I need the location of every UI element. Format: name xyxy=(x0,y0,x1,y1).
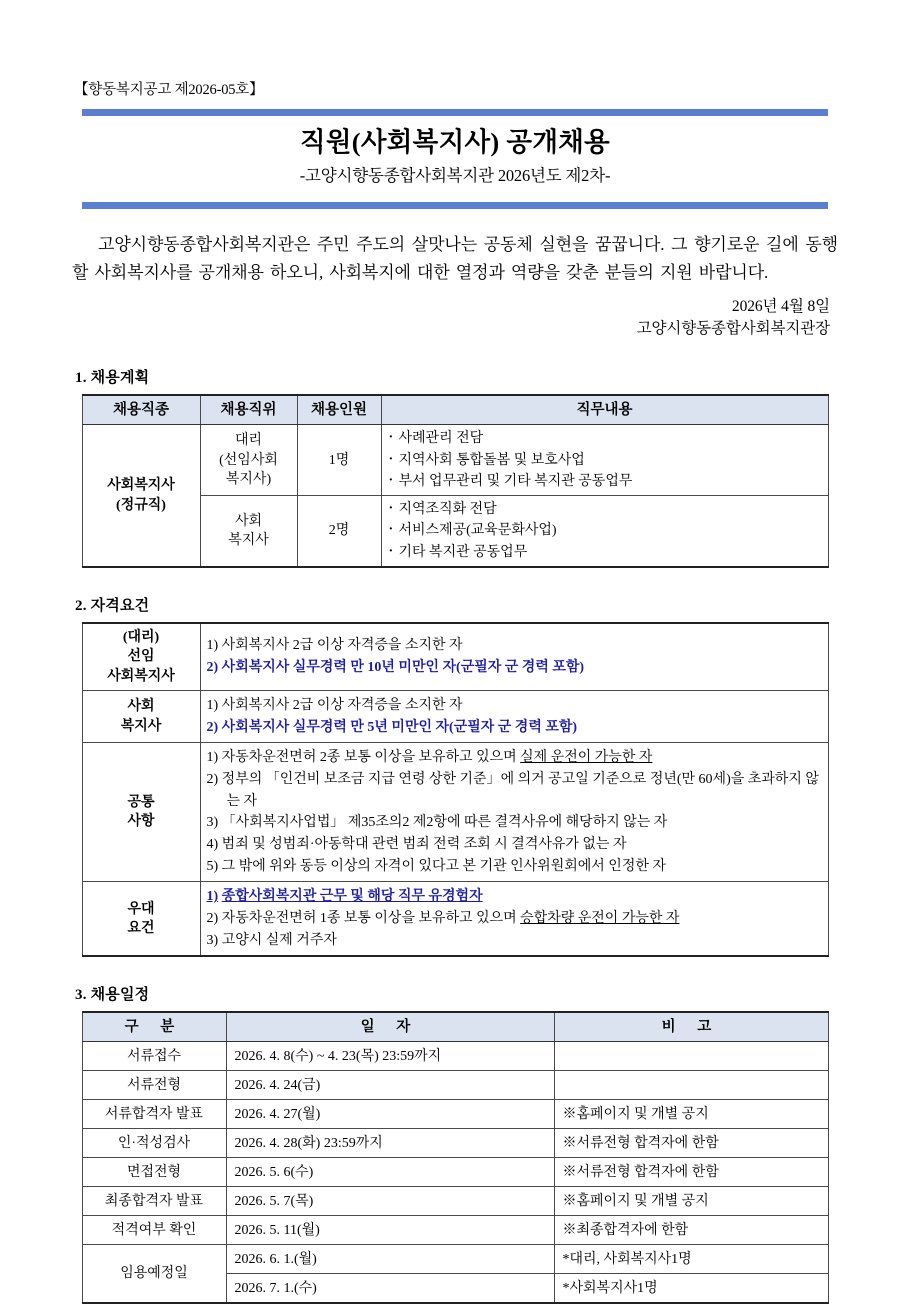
cell-duties-2 xyxy=(381,496,828,567)
table-row xyxy=(82,1042,828,1071)
cell-note: *사회복지사1명 xyxy=(554,1274,828,1304)
qual-item xyxy=(207,886,822,908)
table-row xyxy=(82,882,828,957)
cell-note: ※최종합격자에 한함 xyxy=(554,1216,828,1245)
page-title: 직원(사회복지사) 공개채용 xyxy=(299,127,611,157)
qual-item-text: 고양시 실제 거주자 xyxy=(221,932,337,948)
table-header-row xyxy=(82,1012,828,1042)
document-number: 【향동복지공고 제2026-05호】 xyxy=(74,82,264,98)
qual-item-text: 범죄 및 성범죄·아동학대 관련 범죄 전력 조회 시 결격사유가 없는 자 xyxy=(221,837,627,852)
page-subtitle: -고양시향동종합사회복지관 2026년도 제2차- xyxy=(299,166,611,186)
qual-item-num: 4) xyxy=(206,837,219,852)
qual-item xyxy=(207,717,822,739)
cell-division: 인·적성검사 xyxy=(82,1129,226,1158)
duty-item: · 부서 업무관리 및 기타 복지관 공동업무 xyxy=(387,471,823,492)
qual-item-text: 종합사회복지관 근무 및 해당 직무 유경험자 xyxy=(221,889,483,905)
col-date: 일 자 xyxy=(226,1012,554,1042)
bottom-rule-bar xyxy=(82,202,828,209)
cell-note: ※홈페이지 및 개별 공지 xyxy=(554,1100,828,1129)
qual-item xyxy=(207,908,822,930)
qual-label-line: (대리) xyxy=(122,629,160,645)
cell-note: *대리, 사회복지사1명 xyxy=(554,1245,828,1274)
duty-item: · 지역사회 통합돌봄 및 보호사업 xyxy=(387,450,823,471)
qual-item-num: 1) xyxy=(206,750,219,766)
position-line-2: (선임사회 xyxy=(219,452,278,468)
title-block xyxy=(72,116,838,202)
table-row xyxy=(82,690,828,742)
top-rule-bar xyxy=(82,109,828,116)
table-row xyxy=(82,1129,828,1158)
qual-item xyxy=(207,635,822,657)
cell-qual-label-1 xyxy=(82,690,200,742)
table-row xyxy=(82,743,828,882)
cell-division: 적격여부 확인 xyxy=(82,1216,226,1245)
cell-division: 서류합격자 발표 xyxy=(82,1100,226,1129)
cell-qual-items-2 xyxy=(200,743,828,882)
qualification-table xyxy=(82,622,829,958)
section-heading-qualification: 2. 자격요건 xyxy=(75,597,150,614)
qual-item xyxy=(207,747,822,769)
duty-item: · 기타 복지관 공동업무 xyxy=(387,542,823,563)
qual-label-line: 우대 xyxy=(127,901,155,917)
table-row xyxy=(82,1216,828,1245)
cell-note xyxy=(554,1042,828,1071)
position-line-1: 사회 xyxy=(234,513,263,529)
cell-note: ※서류전형 합격자에 한함 xyxy=(554,1129,828,1158)
section-heading-plan: 1. 채용계획 xyxy=(75,370,150,387)
qual-item xyxy=(207,856,822,878)
col-duties: 직무내용 xyxy=(381,395,828,425)
table-row xyxy=(82,425,828,496)
qual-list-0 xyxy=(207,635,822,678)
cell-position-1 xyxy=(200,425,297,496)
qual-label-line: 복지사 xyxy=(120,718,162,734)
qual-item-num: 1) xyxy=(206,697,219,713)
table-row xyxy=(82,623,828,690)
section-recruitment-plan xyxy=(72,366,838,568)
cell-date: 2026. 4. 8(수) ~ 4. 23(목) 23:59까지 xyxy=(226,1042,554,1071)
cell-headcount-1: 1명 xyxy=(297,425,381,496)
col-job-position: 채용직위 xyxy=(200,395,297,425)
col-note: 비 고 xyxy=(554,1012,828,1042)
cell-note: ※서류전형 합격자에 한함 xyxy=(554,1158,828,1187)
cell-division: 서류접수 xyxy=(82,1042,226,1071)
table-row xyxy=(82,1187,828,1216)
section-heading-schedule: 3. 채용일정 xyxy=(75,987,150,1004)
qual-item-text: 자동차운전면허 2종 보통 이상을 보유하고 있으며 xyxy=(221,750,521,766)
table-row xyxy=(82,1245,828,1274)
qual-item-num: 3) xyxy=(206,815,219,831)
qual-item-text: 자동차운전면허 1종 보통 이상을 보유하고 있으며 xyxy=(221,911,521,927)
intro-text: 고양시향동종합사회복지관은 주민 주도의 살맛나는 공동체 실현을 꿈꿉니다. 그 향기로운 길에 동행할 사회복지사를 공개채용 하오니, 사회복지에 대한 열정과 역량을 갖춘 분들의 지원 바랍니다. xyxy=(72,235,838,282)
col-job-type: 채용직종 xyxy=(82,395,200,425)
cell-division: 최종합격자 발표 xyxy=(82,1187,226,1216)
cell-date: 2026. 5. 7(목) xyxy=(226,1187,554,1216)
qual-item-text: 「사회복지사업법」 제35조의2 제2항에 따른 결격사유에 해당하지 않는 자 xyxy=(221,815,668,831)
duty-item: · 지역조직화 전담 xyxy=(387,499,823,520)
job-type-line-2: (정규직) xyxy=(116,497,166,513)
duty-list-2 xyxy=(387,499,823,563)
cell-date: 2026. 5. 6(수) xyxy=(226,1158,554,1187)
signature-block xyxy=(72,296,838,340)
cell-date: 2026. 6. 1.(월) xyxy=(226,1245,554,1274)
table-row xyxy=(82,1158,828,1187)
qual-list-3 xyxy=(207,886,822,951)
qual-item-underlined-tail: 승합차량 운전이 가능한 자 xyxy=(520,911,680,927)
qual-item-text: 사회복지사 실무경력 만 5년 미만인 자(군필자 군 경력 포함) xyxy=(221,719,578,735)
qual-label-line: 사회 xyxy=(127,699,155,715)
cell-job-type xyxy=(82,425,200,567)
cell-note xyxy=(554,1071,828,1100)
cell-qual-items-3 xyxy=(200,882,828,957)
qual-item-num: 3) xyxy=(206,932,219,948)
col-headcount: 채용인원 xyxy=(297,395,381,425)
qual-item xyxy=(207,769,822,812)
qual-item-text: 사회복지사 2급 이상 자격증을 소지한 자 xyxy=(221,638,463,654)
qual-item-num: 1) xyxy=(206,638,219,654)
intro-paragraph xyxy=(72,231,838,286)
qual-item xyxy=(207,657,822,679)
recruitment-plan-table xyxy=(82,394,829,568)
qual-item-num: 5) xyxy=(206,858,219,874)
table-row xyxy=(82,1100,828,1129)
cell-date: 2026. 5. 11(월) xyxy=(226,1216,554,1245)
table-header-row xyxy=(82,395,828,425)
cell-division: 서류전형 xyxy=(82,1071,226,1100)
qual-label-line: 사항 xyxy=(127,814,155,830)
section-qualifications xyxy=(72,594,838,958)
qual-list-1 xyxy=(207,695,822,738)
qual-item-num: 2) xyxy=(206,719,219,735)
qual-item-text: 사회복지사 실무경력 만 10년 미만인 자(군필자 군 경력 포함) xyxy=(221,659,585,675)
qual-label-line: 선임 xyxy=(127,649,155,665)
cell-headcount-2: 2명 xyxy=(297,496,381,567)
qual-label-line: 요건 xyxy=(127,920,155,936)
cell-qual-items-1 xyxy=(200,690,828,742)
duty-item: · 서비스제공(교육문화사업) xyxy=(387,520,823,541)
cell-division: 임용예정일 xyxy=(82,1245,226,1304)
qual-item xyxy=(207,834,822,856)
table-row xyxy=(82,1071,828,1100)
announcement-date: 2026년 4월 8일 xyxy=(731,298,830,316)
section-schedule xyxy=(72,983,838,1304)
cell-date: 2026. 4. 28(화) 23:59까지 xyxy=(226,1129,554,1158)
qual-label-line: 사회복지사 xyxy=(107,668,175,684)
cell-qual-label-3 xyxy=(82,882,200,957)
qual-item-text: 사회복지사 2급 이상 자격증을 소지한 자 xyxy=(221,697,463,713)
qual-item-text: 정부의 「인건비 보조금 지급 연령 상한 기준」에 의거 공고일 기준으로 정년(만 60세)을 초과하지 않는 자 xyxy=(221,771,819,809)
cell-note: ※홈페이지 및 개별 공지 xyxy=(554,1187,828,1216)
duty-item: · 사례관리 전담 xyxy=(387,428,823,449)
duty-list-1 xyxy=(387,428,823,492)
schedule-table xyxy=(82,1011,829,1304)
qual-item-num: 2) xyxy=(206,771,219,787)
position-line-3: 복지사) xyxy=(225,471,272,487)
position-line-1: 대리 xyxy=(234,433,263,449)
cell-date: 2026. 7. 1.(수) xyxy=(226,1274,554,1304)
qual-item-underlined-tail: 실제 운전이 가능한 자 xyxy=(520,750,653,766)
qual-item xyxy=(207,695,822,717)
cell-duties-1 xyxy=(381,425,828,496)
position-line-2: 복지사 xyxy=(228,533,269,549)
cell-qual-label-2 xyxy=(82,743,200,882)
col-division: 구 분 xyxy=(82,1012,226,1042)
cell-date: 2026. 4. 24(금) xyxy=(226,1071,554,1100)
qual-item-text: 그 밖에 위와 동등 이상의 자격이 있다고 본 기관 인사위원회에서 인정한 자 xyxy=(221,858,666,874)
qual-label-line: 공통 xyxy=(127,795,155,810)
qual-item xyxy=(207,930,822,952)
cell-qual-items-0 xyxy=(200,623,828,690)
job-type-line-1: 사회복지사 xyxy=(107,478,175,494)
cell-date: 2026. 4. 27(월) xyxy=(226,1100,554,1129)
cell-qual-label-0 xyxy=(82,623,200,690)
qual-item-num: 2) xyxy=(206,659,219,675)
signer-name: 고양시향동종합사회복지관장 xyxy=(636,320,830,338)
qual-item xyxy=(207,812,822,834)
cell-position-2 xyxy=(200,496,297,567)
cell-division: 면접전형 xyxy=(82,1158,226,1187)
qual-item-num: 1) xyxy=(206,889,219,905)
qual-item-num: 2) xyxy=(206,911,219,927)
qual-list-2 xyxy=(207,747,822,877)
